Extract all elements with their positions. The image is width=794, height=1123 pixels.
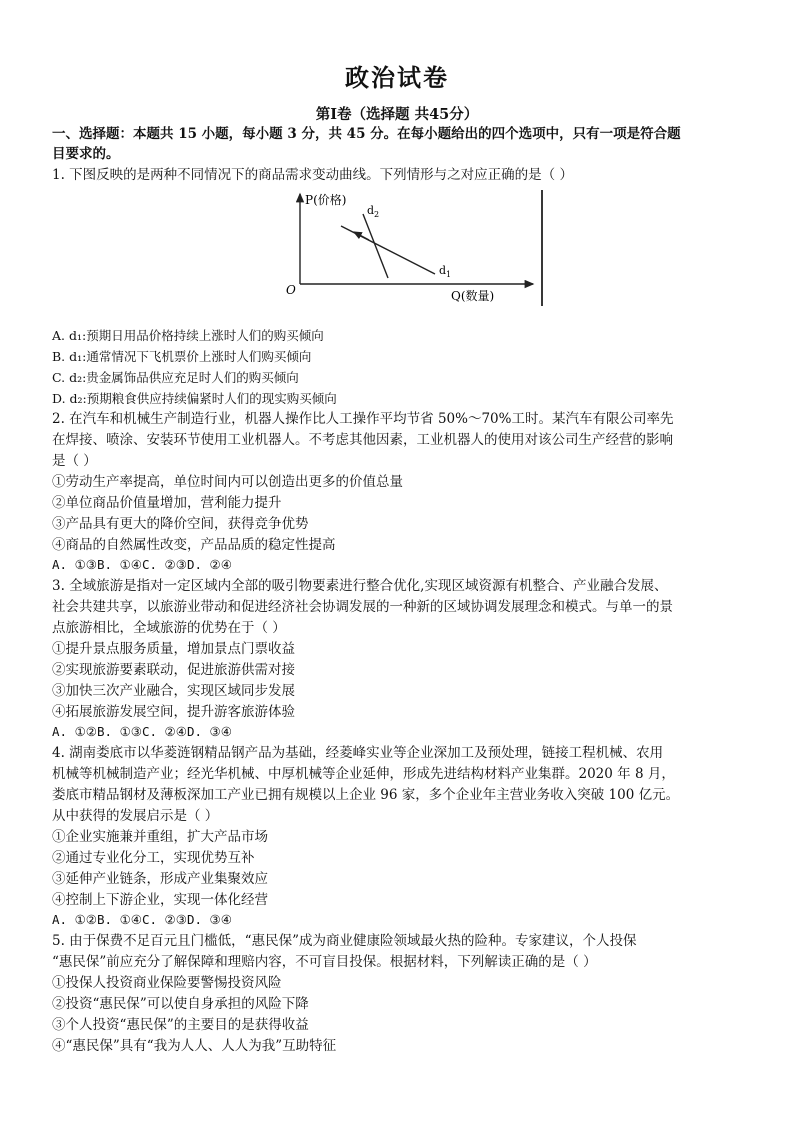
question-4-item: ①企业实施兼并重组，扩大产品市场	[52, 829, 268, 845]
instructions-line: 目要求的。	[52, 146, 120, 162]
demand-curve-d2	[363, 214, 388, 278]
question-2-stem: 是（ ）	[52, 453, 97, 469]
question-4-stem: 从中获得的发展启示是（ ）	[52, 808, 219, 824]
question-3-item: ④拓展旅游发展空间，提升游客旅游体验	[52, 704, 295, 720]
question-2-item: ③产品具有更大的降价空间，获得竞争优势	[52, 516, 309, 532]
question-5-stem: “惠民保”前应充分了解保障和理赔内容，不可盲目投保。根据材料，下列解读正确的是（ ）	[52, 954, 597, 970]
curve-d2-label	[367, 204, 379, 219]
question-3-item: ②实现旅游要素联动，促进旅游供需对接	[52, 662, 295, 678]
question-4-stem: 娄底市精品钢材及薄板深加工产业已拥有规模以上企业 96 家，多个企业年主营业务收入突破 100 亿元。	[52, 787, 680, 803]
question-4-answers: A. ①②B. ①④C. ②③D. ③④	[52, 912, 232, 927]
curve-d1-letter: d	[439, 264, 447, 277]
section-subtitle: 第Ⅰ卷（选择题 共45分）	[315, 106, 479, 123]
instructions-line: 一、选择题：本题共 15 小题，每小题 3 分，共 45 分。在每小题给出的四个选项中，只有一项是符合题	[52, 126, 681, 142]
curve-d2-letter: d	[367, 204, 375, 217]
question-5-item: ①投保人投资商业保险要警惕投资风险	[52, 975, 282, 991]
y-axis-label: P(价格)	[305, 193, 347, 207]
question-2-item: ④商品的自然属性改变，产品品质的稳定性提高	[52, 537, 336, 553]
question-1-option: D. d₂:预期粮食供应持续偏紧时人们的现实购买倾向	[52, 391, 337, 406]
origin-label: O	[286, 283, 296, 297]
question-1-option: A. d₁:预期日用品价格持续上涨时人们的购买倾向	[52, 328, 324, 343]
demand-curve-graph	[283, 188, 545, 308]
curve-d1-subscript: 1	[446, 270, 452, 279]
question-3-item: ③加快三次产业融合，实现区域同步发展	[52, 683, 295, 699]
question-1-option: C. d₂:贵金属饰品供应充足时人们的购买倾向	[52, 370, 299, 385]
question-2-item: ②单位商品价值量增加，营利能力提升	[52, 495, 282, 511]
question-1-option: B. d₁:通常情况下飞机票价上涨时人们购买倾向	[52, 349, 312, 364]
question-4-item: ③延伸产业链条，形成产业集聚效应	[52, 871, 268, 887]
curve-d2-subscript: 2	[374, 210, 380, 219]
page-title: 政治试卷	[345, 63, 449, 92]
question-2-stem: 在焊接、喷涂、安装环节使用工业机器人。不考虑其他因素，工业机器人的使用对该公司生产经营的影响	[52, 432, 673, 448]
question-3-stem: 社会共建共享，以旅游业带动和促进经济社会协调发展的一种新的区域协调发展理念和模式。与单一的景	[52, 599, 673, 615]
question-3-stem: 点旅游相比，全域旅游的优势在于（ ）	[52, 620, 286, 636]
question-2-answers: A. ①③B. ①④C. ②③D. ②④	[52, 557, 232, 572]
question-3-answers: A. ①②B. ①③C. ②④D. ③④	[52, 724, 232, 739]
question-5-item: ③个人投资“惠民保”的主要目的是获得收益	[52, 1017, 309, 1033]
x-axis-label: Q(数量)	[451, 289, 495, 303]
curve-d1-label	[439, 264, 451, 279]
question-5-stem: 5. 由于保费不足百元且门槛低，“惠民保”成为商业健康险领域最火热的险种。专家建议，个人投保	[52, 933, 637, 949]
question-3-item: ①提升景点服务质量，增加景点门票收益	[52, 641, 295, 657]
question-5-item: ④“惠民保”具有“我为人人、人人为我”互助特征	[52, 1038, 337, 1054]
question-1-stem: 1. 下图反映的是两种不同情况下的商品需求变动曲线。下列情形与之对应正确的是（ ）	[52, 167, 573, 183]
question-4-item: ④控制上下游企业，实现一体化经营	[52, 892, 268, 908]
question-5-item: ②投资“惠民保”可以使自身承担的风险下降	[52, 996, 309, 1012]
question-4-stem: 机械等机械制造产业；经光华机械、中厚机械等企业延伸，形成先进结构材料产业集群。2020 年 8 月，	[52, 766, 675, 782]
question-4-item: ②通过专业化分工，实现优势互补	[52, 850, 255, 866]
arrow-icon	[354, 232, 369, 240]
question-2-stem: 2. 在汽车和机械生产制造行业，机器人操作比人工操作平均节省 50%～70%工时。某汽车有限公司率先	[52, 411, 674, 427]
question-3-stem: 3. 全域旅游是指对一定区域内全部的吸引物要素进行整合优化,实现区域资源有机整合、产业融合发展、	[52, 578, 668, 594]
question-4-stem: 4. 湖南娄底市以华菱涟钢精品钢产品为基础，经菱峰实业等企业深加工及预处理，链接工程机械、农用	[52, 745, 664, 761]
question-2-item: ①劳动生产率提高，单位时间内可以创造出更多的价值总量	[52, 474, 403, 490]
